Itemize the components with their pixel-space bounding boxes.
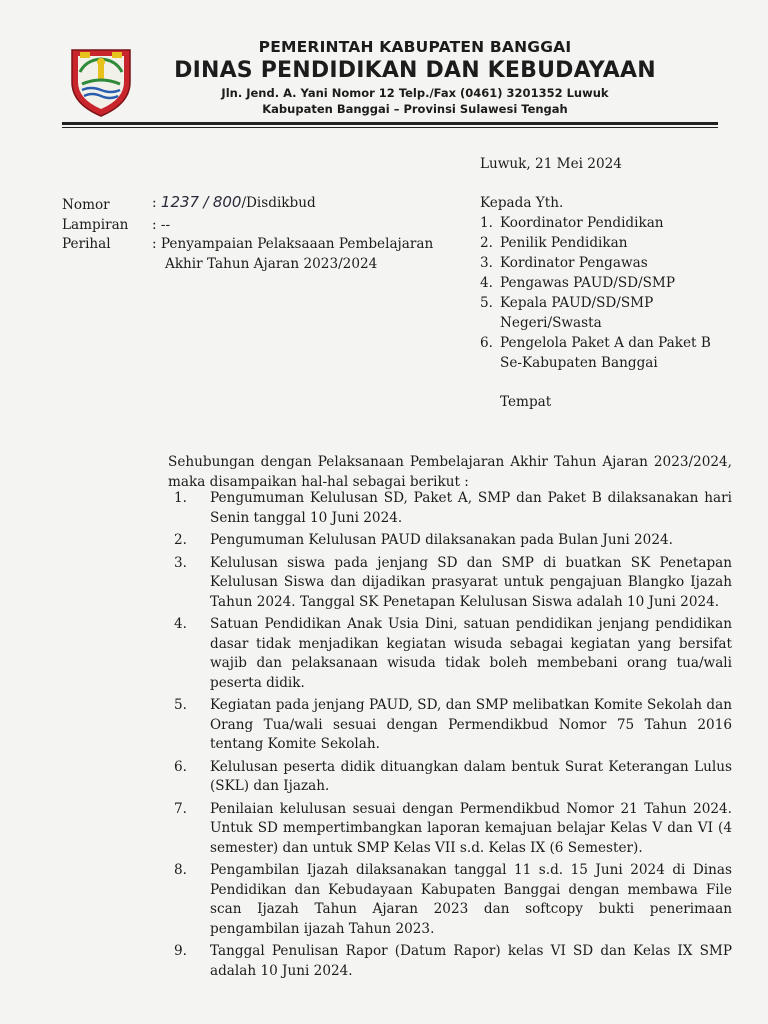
list-item-number: 2. [174,532,187,548]
list-item [168,489,732,528]
list-item-text: Pengumuman Kelulusan PAUD dilaksanakan pada Bulan Juni 2024. [210,532,673,548]
list-item-number: 7. [174,800,187,817]
list-item [168,615,732,693]
list-item [480,233,711,253]
list-item-text: Penilaian kelulusan sesuai dengan Permendikbud Nomor 21 Tahun 2024. Untuk SD mempertimbangkan laporan kemajuan belajar Kelas V dan VI (4 semester) dan untuk SMP Kelas VII s.d. Kelas IX (6 Semester). [210,800,732,856]
list-item [168,800,732,859]
list-item-text: Tanggal Penulisan Rapor (Datum Rapor) kelas VI SD dan Kelas IX SMP adalah 10 Juni 2024. [210,943,732,979]
list-item [480,253,711,273]
list-item-number: 8. [174,862,187,878]
letterhead-address: Jln. Jend. A. Yani Nomor 12 Telp./Fax (0461) 3201352 Luwuk [221,86,609,100]
list-item [168,758,732,797]
list-item-number: 6. [174,758,187,775]
letterhead-divider-thin [62,127,718,128]
regency-crest-icon [66,42,136,118]
recipient-list [480,213,711,373]
list-item-text: Kordinator Pengawas [500,255,648,271]
list-item-number: 1. [174,490,187,506]
lampiran-label: Lampiran [62,217,129,233]
list-item-text: Koordinator Pendidikan [500,215,664,231]
list-item-number: 4. [174,616,187,632]
perihal-value-line1: : Penyampaian Pelaksaaan Pembelajaran [152,236,434,252]
list-item [168,861,732,939]
recipient-heading: Kepada Yth. [480,195,564,211]
list-item [168,531,732,551]
letterhead-region: Kabupaten Banggai – Provinsi Sulawesi Tengah [262,102,568,116]
list-item-text: Satuan Pendidikan Anak Usia Dini, satuan pendidikan jenjang pendidikan dasar tidak menjadikan kegiatan wisuda sebagai kegiatan yang bersifat wajib dan pelaksanaan wisuda tidak boleh membebani orang tua/wali peserta didik. [210,616,732,691]
list-item-number: 6. [480,335,493,351]
list-item-text: Penilik Pendidikan [500,235,628,251]
list-item [168,942,732,981]
nomor-suffix: /Disdikbud [241,195,316,211]
list-item-number: 1. [480,215,493,231]
nomor-value: : 1237 / 800/Disdikbud [152,193,316,211]
list-item-text: Pengambilan Ijazah dilaksanakan tanggal 11 s.d. 15 Juni 2024 di Dinas Pendidikan dan Kebudayaan Kabupaten Banggai dengan membawa File scan Ijazah Tahun Ajaran 2023 dan softcopy bukti penerimaan pengambilan ijazah Tahun 2023. [210,862,732,937]
body-item-list [168,489,732,984]
list-item-text: Pengelola Paket A dan Paket B [500,335,711,351]
list-item-text: Pengawas PAUD/SD/SMP [500,275,675,291]
list-item [168,696,732,755]
nomor-label: Nomor [62,197,110,213]
nomor-handwritten-number: 1237 [160,193,200,211]
list-item-number: 3. [174,554,187,571]
letterhead-divider-thick [62,122,718,125]
letter-date: Luwuk, 21 Mei 2024 [480,156,622,172]
letterhead-agency: DINAS PENDIDIKAN DAN KEBUDAYAAN [174,58,656,83]
list-item-number: 5. [480,295,493,311]
recipient-place: Tempat [500,394,552,410]
list-item-number: 9. [174,943,187,959]
list-item-continuation: Negeri/Swasta [500,315,602,331]
nomor-handwritten-code: 800 [212,193,242,211]
list-item-number: 5. [174,697,187,713]
list-item-text: Kelulusan peserta didik dituangkan dalam bentuk Surat Keterangan Lulus (SKL) dan Ijazah. [210,758,732,794]
lampiran-value: : -- [152,217,171,233]
perihal-value-line2: Akhir Tahun Ajaran 2023/2024 [165,256,378,272]
list-item-text: Kegiatan pada jenjang PAUD, SD, dan SMP melibatkan Komite Sekolah dan Orang Tua/wali sesuai dengan Permendikbud Nomor 75 Tahun 2016 tentang Komite Sekolah. [210,697,732,752]
perihal-label: Perihal [62,236,111,252]
list-item [480,213,711,233]
list-item [480,293,711,313]
letterhead-government: PEMERINTAH KABUPATEN BANGGAI [258,38,572,56]
list-item-number: 4. [480,275,493,291]
body-intro: Sehubungan dengan Pelaksanaan Pembelajaran Akhir Tahun Ajaran 2023/2024, maka disampaikan hal-hal sebagai berikut : [168,454,732,490]
list-item-continuation: Se-Kabupaten Banggai [500,355,658,371]
list-item-text: Kepala PAUD/SD/SMP [500,295,654,311]
list-item-text: Pengumuman Kelulusan SD, Paket A, SMP dan Paket B dilaksanakan hari Senin tanggal 10 Juni 2024. [210,490,732,526]
nomor-handwritten-slash: / [203,193,209,211]
list-item-number: 2. [480,235,493,251]
list-item [480,273,711,293]
list-item [168,554,732,613]
list-item [480,333,711,353]
list-item-number: 3. [480,255,493,271]
list-item-text: Kelulusan siswa pada jenjang SD dan SMP di buatkan SK Penetapan Kelulusan Siswa dan dijadikan prasyarat untuk pengajuan Blangko Ijazah Tahun 2024. Tanggal SK Penetapan Kelulusan Siswa adalah 10 Juni 2024. [210,554,732,610]
